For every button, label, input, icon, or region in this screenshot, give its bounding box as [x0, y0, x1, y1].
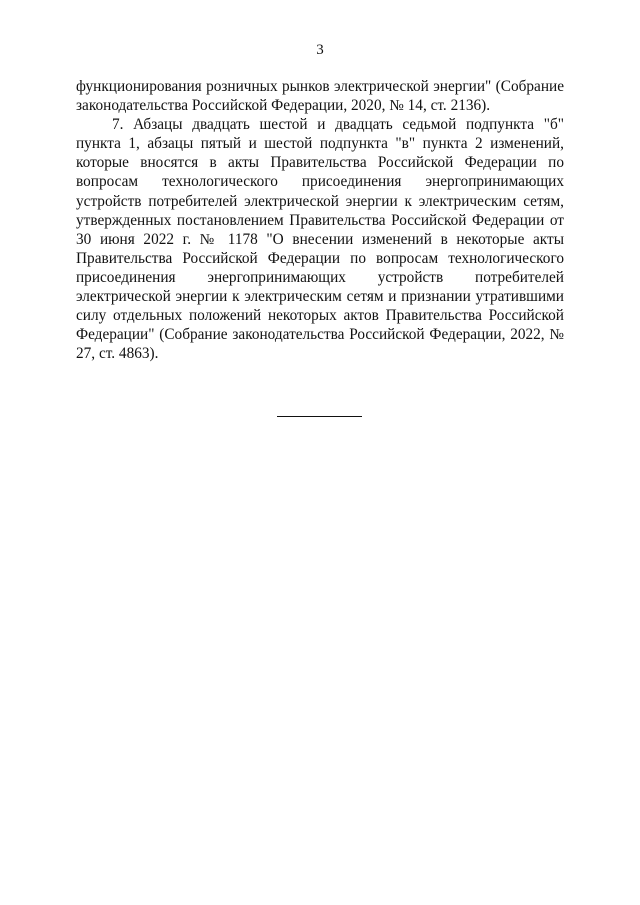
- document-body: [76, 77, 564, 363]
- paragraph-item-7: 7. Абзацы двадцать шестой и двадцать седьмой подпункта "б" пункта 1, абзацы пятый и шестой подпункта "в" пункта 2 изменений, которые вносятся в акты Правительства Российской Федерации по вопросам технологического присоединения энергопринимающих устройств потребителей электрической энергии к электрическим сетям, утвержденных постановлением Правительства Российской Федерации от 30 июня 2022 г. № 1178 "О внесении изменений в некоторые акты Правительства Российской Федерации по вопросам технологического присоединения энергопринимающих устройств потребителей электрической энергии к электрическим сетям и признании утратившими силу отдельных положений некоторых актов Правительства Российской Федерации" (Собрание законодательства Российской Федерации, 2022, № 27, ст. 4863).: [76, 116, 564, 363]
- page-number: 3: [316, 42, 324, 58]
- paragraph-continuation: функционирования розничных рынков электрической энергии" (Собрание законодательства Российской Федерации, 2020, № 14, ст. 2136).: [76, 78, 564, 115]
- end-separator-line: [277, 416, 362, 417]
